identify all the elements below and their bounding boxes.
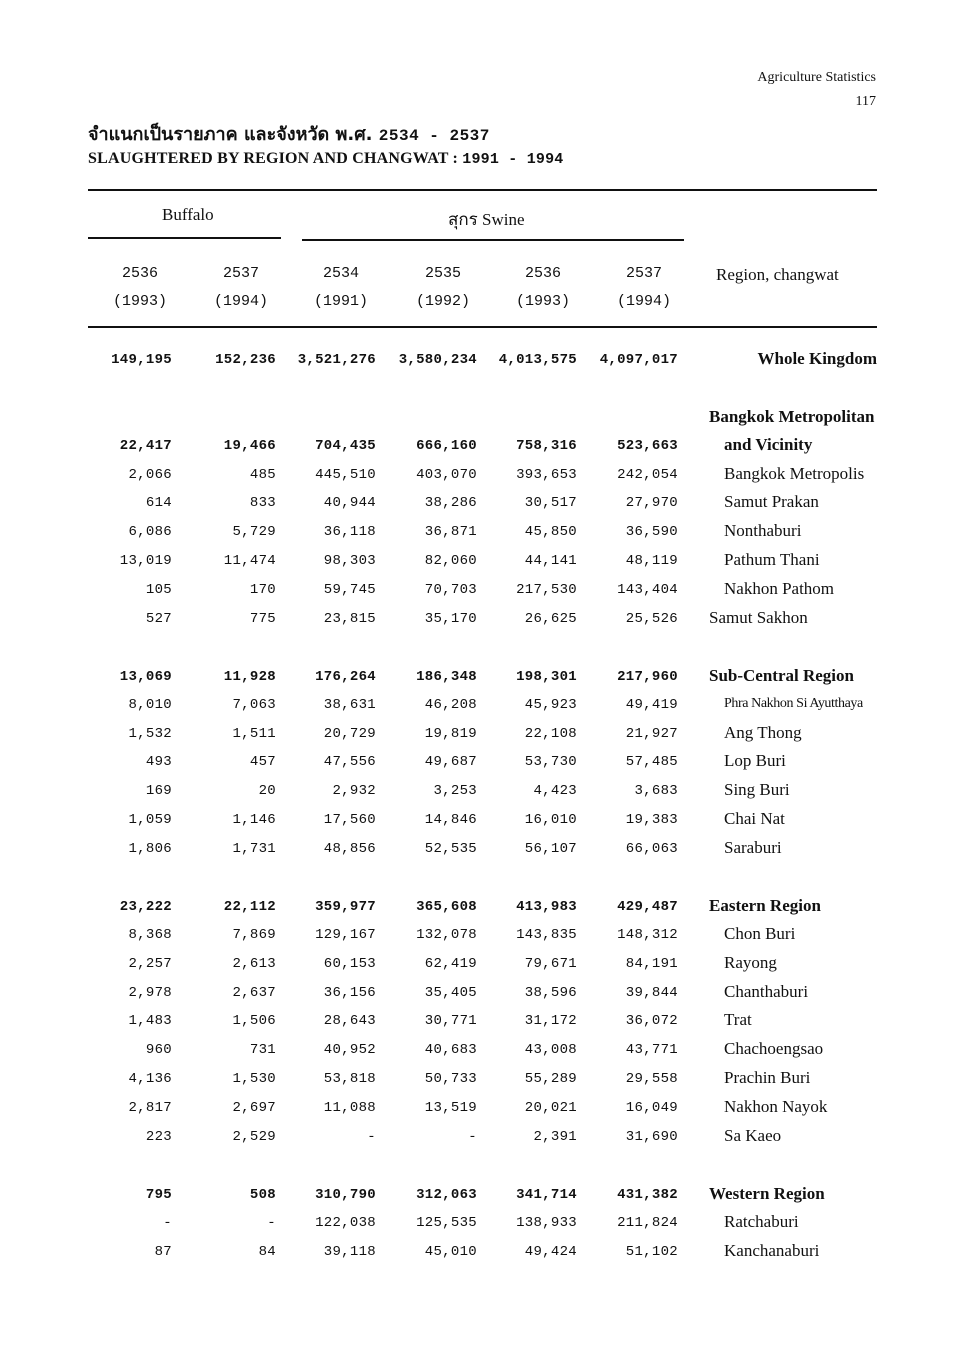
cell-swine-1991: 445,510 [315,467,376,483]
cell-swine-1994: 48,119 [625,553,678,569]
cell-buffalo-1994: 152,236 [215,352,276,368]
cell-swine-1991: 53,818 [323,1071,376,1087]
cell-buffalo-1993: 6,086 [128,524,172,540]
cell-swine-1991: 59,745 [323,582,376,598]
cell-buffalo-1994: 1,731 [232,841,276,857]
cell-swine-1993: 45,850 [524,524,577,540]
cell-swine-1994: 43,771 [625,1042,678,1058]
cell-swine-1994: 36,072 [625,1013,678,1029]
cell-swine-1991: 36,156 [323,985,376,1001]
region-label: Eastern Region [709,896,821,915]
cell-swine-1992: 52,535 [424,841,477,857]
year-be: 2536 [524,265,561,282]
cell-swine-1992: 312,063 [416,1187,477,1203]
swine-group-label: สุกร Swine [448,210,525,229]
cell-swine-1992: 40,683 [424,1042,477,1058]
region-label: Bangkok Metropolis [724,464,865,483]
cell-buffalo-1994: 2,637 [232,985,276,1001]
cell-swine-1993: 413,983 [516,899,577,915]
cell-swine-1991: 39,118 [323,1244,376,1260]
year-be: 2536 [121,265,158,282]
cell-buffalo-1994: 7,063 [232,697,276,713]
cell-swine-1992: 82,060 [424,553,477,569]
region-label: Nonthaburi [724,521,802,540]
cell-buffalo-1994: 19,466 [223,438,276,454]
year-header-swine-1994 [594,260,694,316]
cell-buffalo-1993: 13,019 [119,553,172,569]
cell-swine-1992: 46,208 [424,697,477,713]
cell-swine-1992: 186,348 [416,669,477,685]
title-english-years: 1991 - 1994 [462,151,564,168]
cell-swine-1993: 22,108 [524,726,577,742]
region-label: Chanthaburi [724,982,809,1001]
cell-swine-1992: 35,170 [424,611,477,627]
cell-swine-1994: 143,404 [617,582,678,598]
cell-swine-1991: 704,435 [315,438,376,454]
cell-swine-1993: 138,933 [516,1215,577,1231]
cell-buffalo-1993: 527 [145,611,172,627]
cell-buffalo-1993: 223 [145,1129,172,1145]
cell-buffalo-1994: 775 [249,611,276,627]
cell-buffalo-1994: 11,928 [223,669,276,685]
cell-swine-1992: 38,286 [424,495,477,511]
cell-swine-1994: 57,485 [625,754,678,770]
cell-buffalo-1993: 13,069 [119,669,172,685]
cell-swine-1994: 39,844 [625,985,678,1001]
cell-buffalo-1994: 170 [249,582,276,598]
region-column-header: Region, changwat [716,265,839,284]
cell-swine-1994: 148,312 [617,927,678,943]
cell-swine-1991: 310,790 [315,1187,376,1203]
cell-swine-1993: 198,301 [516,669,577,685]
cell-swine-1994: 49,419 [625,697,678,713]
cell-swine-1991: 28,643 [323,1013,376,1029]
cell-swine-1994: 429,487 [617,899,678,915]
cell-buffalo-1994: 1,146 [232,812,276,828]
region-label: Pathum Thani [724,550,820,569]
cell-swine-1993: 143,835 [516,927,577,943]
cell-swine-1992: 50,733 [424,1071,477,1087]
cell-swine-1994: 19,383 [625,812,678,828]
cell-buffalo-1993: 4,136 [128,1071,172,1087]
cell-swine-1991: - [367,1129,376,1145]
cell-swine-1991: 17,560 [323,812,376,828]
cell-buffalo-1993: 22,417 [119,438,172,454]
cell-swine-1992: 125,535 [416,1215,477,1231]
cell-swine-1992: 13,519 [424,1100,477,1116]
cell-buffalo-1993: 2,066 [128,467,172,483]
cell-swine-1993: 45,923 [524,697,577,713]
cell-swine-1993: 79,671 [524,956,577,972]
cell-buffalo-1993: 8,010 [128,697,172,713]
cell-swine-1994: 217,960 [617,669,678,685]
cell-buffalo-1993: 960 [145,1042,172,1058]
cell-buffalo-1994: 84 [258,1244,276,1260]
cell-buffalo-1993: 8,368 [128,927,172,943]
region-label: Sing Buri [724,780,790,799]
region-label: Lop Buri [724,751,786,770]
cell-swine-1992: 19,819 [424,726,477,742]
cell-swine-1993: 16,010 [524,812,577,828]
cell-buffalo-1994: 1,530 [232,1071,276,1087]
cell-swine-1991: 3,521,276 [297,352,376,368]
cell-buffalo-1993: 2,978 [128,985,172,1001]
region-label: Nakhon Nayok [724,1097,828,1116]
cell-swine-1991: 36,118 [323,524,376,540]
cell-swine-1992: 403,070 [416,467,477,483]
cell-buffalo-1994: 485 [249,467,276,483]
swine-group-rule [302,239,684,241]
year-ce: (1994) [213,293,268,310]
cell-buffalo-1993: 87 [154,1244,172,1260]
cell-buffalo-1993: 614 [145,495,172,511]
title-thai-years: 2534 - 2537 [378,127,490,145]
cell-buffalo-1994: 1,511 [232,726,276,742]
year-header-swine-1992 [393,260,493,316]
cell-buffalo-1993: 795 [145,1187,172,1203]
cell-buffalo-1993: 1,483 [128,1013,172,1029]
cell-buffalo-1994: 11,474 [223,553,276,569]
region-label: Rayong [724,953,777,972]
cell-buffalo-1994: 2,697 [232,1100,276,1116]
cell-swine-1991: 40,952 [323,1042,376,1058]
cell-swine-1994: 4,097,017 [599,352,678,368]
cell-swine-1994: 27,970 [625,495,678,511]
cell-buffalo-1993: 23,222 [119,899,172,915]
year-ce: (1993) [112,293,167,310]
year-header-buffalo-1993 [90,260,190,316]
cell-swine-1992: 666,160 [416,438,477,454]
cell-swine-1993: 31,172 [524,1013,577,1029]
cell-swine-1994: 66,063 [625,841,678,857]
cell-swine-1994: 3,683 [634,783,678,799]
header-bottom-rule [88,326,877,328]
year-header-swine-1991 [291,260,391,316]
cell-buffalo-1994: 22,112 [223,899,276,915]
cell-swine-1993: 20,021 [524,1100,577,1116]
cell-swine-1991: 60,153 [323,956,376,972]
cell-buffalo-1993: 169 [145,783,172,799]
region-label: Western Region [709,1184,825,1203]
region-label: Kanchanaburi [724,1241,820,1260]
cell-swine-1991: 122,038 [315,1215,376,1231]
year-be: 2535 [424,265,461,282]
cell-buffalo-1994: 1,506 [232,1013,276,1029]
cell-swine-1994: 523,663 [617,438,678,454]
cell-swine-1994: 29,558 [625,1071,678,1087]
cell-swine-1993: 26,625 [524,611,577,627]
cell-swine-1991: 2,932 [332,783,376,799]
cell-swine-1992: 3,580,234 [398,352,477,368]
cell-swine-1993: 56,107 [524,841,577,857]
cell-swine-1992: 62,419 [424,956,477,972]
region-label: Sa Kaeo [724,1126,782,1145]
region-label: Chachoengsao [724,1039,824,1058]
region-label: Samut Sakhon [709,608,808,627]
cell-buffalo-1994: 508 [249,1187,276,1203]
cell-swine-1991: 23,815 [323,611,376,627]
cell-swine-1994: 36,590 [625,524,678,540]
cell-buffalo-1993: 493 [145,754,172,770]
cell-buffalo-1993: 2,817 [128,1100,172,1116]
page-header [757,66,876,114]
title-thai-text: จำแนกเป็นรายภาค และจังหวัด พ.ศ. [88,124,373,145]
cell-buffalo-1994: 2,613 [232,956,276,972]
cell-buffalo-1994: 2,529 [232,1129,276,1145]
year-ce: (1992) [415,293,470,310]
cell-swine-1993: 393,653 [516,467,577,483]
cell-swine-1992: 14,846 [424,812,477,828]
cell-buffalo-1994: 833 [249,495,276,511]
cell-swine-1993: 4,423 [533,783,577,799]
cell-swine-1993: 341,714 [516,1187,577,1203]
region-label: Ratchaburi [724,1212,799,1231]
cell-buffalo-1993: 2,257 [128,956,172,972]
cell-swine-1993: 4,013,575 [498,352,577,368]
cell-buffalo-1994: - [267,1215,276,1231]
cell-swine-1994: 84,191 [625,956,678,972]
region-label: and Vicinity [724,435,813,454]
cell-swine-1994: 16,049 [625,1100,678,1116]
cell-buffalo-1993: 1,532 [128,726,172,742]
cell-swine-1994: 431,382 [617,1187,678,1203]
cell-swine-1992: 365,608 [416,899,477,915]
page-number: 117 [855,94,876,109]
year-header-buffalo-1994 [191,260,291,316]
region-label: Saraburi [724,838,782,857]
cell-buffalo-1994: 5,729 [232,524,276,540]
cell-swine-1991: 129,167 [315,927,376,943]
cell-swine-1993: 55,289 [524,1071,577,1087]
cell-swine-1992: 30,771 [424,1013,477,1029]
region-label: Nakhon Pathom [724,579,835,598]
cell-swine-1992: 45,010 [424,1244,477,1260]
cell-swine-1992: 3,253 [433,783,477,799]
region-label: Samut Prakan [724,492,819,511]
cell-swine-1991: 40,944 [323,495,376,511]
cell-swine-1992: 132,078 [416,927,477,943]
cell-swine-1991: 48,856 [323,841,376,857]
cell-swine-1993: 44,141 [524,553,577,569]
cell-buffalo-1994: 731 [249,1042,276,1058]
cell-swine-1993: 2,391 [533,1129,577,1145]
cell-swine-1993: 43,008 [524,1042,577,1058]
cell-buffalo-1994: 20 [258,783,276,799]
year-ce: (1993) [515,293,570,310]
buffalo-group-rule [88,237,281,239]
region-label: Whole Kingdom [757,349,877,368]
cell-swine-1991: 38,631 [323,697,376,713]
publication-name: Agriculture Statistics [757,70,876,85]
cell-swine-1991: 11,088 [323,1100,376,1116]
cell-swine-1991: 20,729 [323,726,376,742]
cell-swine-1991: 359,977 [315,899,376,915]
region-label: Ang Thong [724,723,802,742]
cell-buffalo-1993: - [163,1215,172,1231]
cell-swine-1994: 31,690 [625,1129,678,1145]
cell-buffalo-1993: 105 [145,582,172,598]
buffalo-group-label: Buffalo [162,205,214,224]
year-be: 2537 [222,265,259,282]
title-thai [88,119,490,148]
cell-swine-1992: - [468,1129,477,1145]
cell-swine-1991: 47,556 [323,754,376,770]
region-label: Phra Nakhon Si Ayutthaya [724,696,863,711]
cell-swine-1994: 211,824 [617,1215,678,1231]
year-ce: (1991) [313,293,368,310]
region-label: Chon Buri [724,924,796,943]
year-be: 2537 [625,265,662,282]
cell-swine-1991: 98,303 [323,553,376,569]
cell-swine-1992: 36,871 [424,524,477,540]
cell-buffalo-1993: 149,195 [111,352,172,368]
cell-buffalo-1994: 7,869 [232,927,276,943]
cell-swine-1994: 25,526 [625,611,678,627]
cell-swine-1993: 38,596 [524,985,577,1001]
cell-swine-1992: 70,703 [424,582,477,598]
cell-buffalo-1993: 1,059 [128,812,172,828]
year-be: 2534 [322,265,359,282]
title-english [88,150,564,168]
cell-buffalo-1994: 457 [249,754,276,770]
cell-swine-1991: 176,264 [315,669,376,685]
cell-swine-1994: 21,927 [625,726,678,742]
year-header-swine-1993 [493,260,593,316]
top-rule [88,189,877,191]
year-ce: (1994) [616,293,671,310]
cell-swine-1993: 30,517 [524,495,577,511]
region-label: Bangkok Metropolitan [709,407,875,426]
title-english-text: SLAUGHTERED BY REGION AND CHANGWAT : [88,150,459,167]
cell-buffalo-1993: 1,806 [128,841,172,857]
region-label: Chai Nat [724,809,785,828]
cell-swine-1994: 242,054 [617,467,678,483]
cell-swine-1992: 35,405 [424,985,477,1001]
region-label: Trat [724,1010,752,1029]
region-label: Sub-Central Region [709,666,854,685]
cell-swine-1993: 758,316 [516,438,577,454]
cell-swine-1993: 53,730 [524,754,577,770]
cell-swine-1992: 49,687 [424,754,477,770]
cell-swine-1994: 51,102 [625,1244,678,1260]
cell-swine-1993: 49,424 [524,1244,577,1260]
region-label: Prachin Buri [724,1068,811,1087]
cell-swine-1993: 217,530 [516,582,577,598]
